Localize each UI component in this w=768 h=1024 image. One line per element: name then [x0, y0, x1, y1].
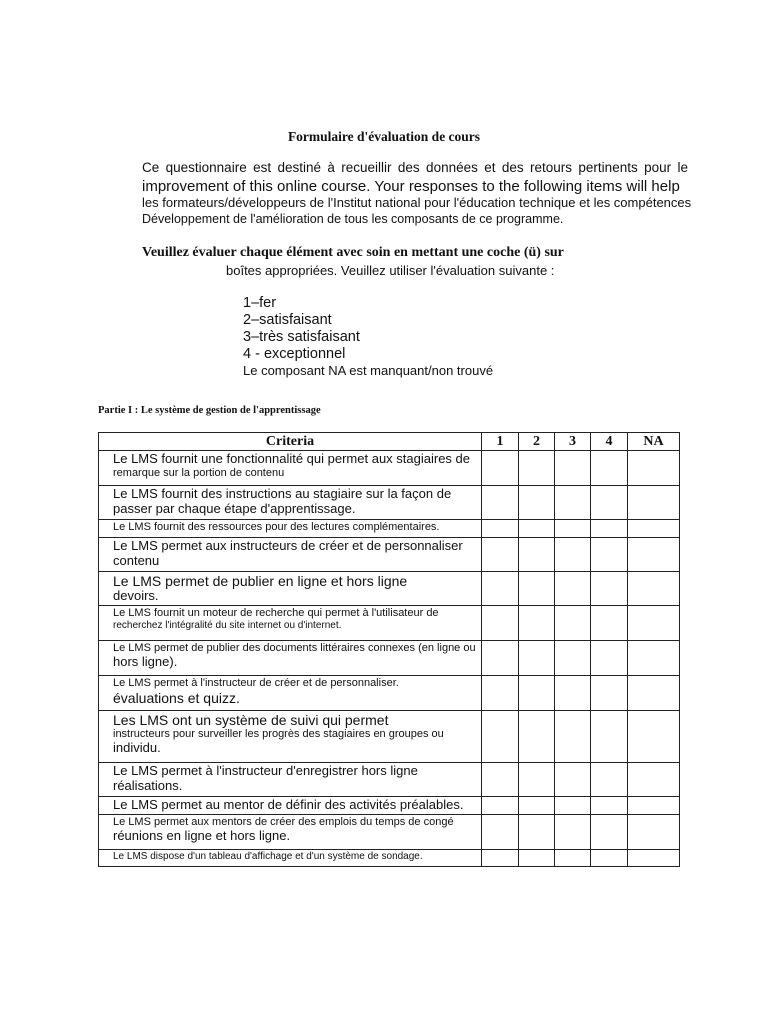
part-title: Partie I : Le système de gestion de l'apprentissage	[98, 405, 321, 416]
intro-line-1: Ce questionnaire est destiné à recueillir des données et des retours pertinents pour le	[142, 160, 688, 175]
table-row	[99, 711, 680, 763]
criterion-cell	[99, 538, 482, 572]
rating-cell-2[interactable]	[519, 606, 555, 641]
rating-cell-4[interactable]	[591, 572, 628, 606]
criterion-text: Le LMS permet au mentor de définir des activités préalables.	[113, 797, 464, 812]
rating-scale-na: Le composant NA est manquant/non trouvé	[243, 363, 494, 378]
criterion-text: Le LMS permet de publier des documents littéraires connexes (en ligne ou	[113, 642, 476, 654]
header-na: NA	[628, 433, 680, 451]
criterion-text: individu.	[113, 739, 161, 755]
criterion-cell	[99, 797, 482, 815]
rating-cell-na[interactable]	[628, 711, 680, 763]
rating-cell-1[interactable]	[482, 850, 519, 867]
rating-cell-4[interactable]	[591, 520, 628, 538]
criterion-text: Le LMS dispose d'un tableau d'affichage et d'un système de sondage.	[113, 851, 423, 862]
criterion-text: Le LMS fournit un moteur de recherche qui permet à l'utilisateur de	[113, 607, 439, 619]
rating-cell-1[interactable]	[482, 538, 519, 572]
rating-cell-3[interactable]	[555, 641, 591, 676]
header-rating-3: 3	[555, 433, 591, 451]
criterion-cell	[99, 711, 482, 763]
rating-cell-3[interactable]	[555, 538, 591, 572]
criterion-cell	[99, 520, 482, 538]
criterion-cell	[99, 676, 482, 711]
rating-cell-2[interactable]	[519, 538, 555, 572]
rating-scale-2: 2–satisfaisant	[243, 312, 332, 328]
rating-cell-2[interactable]	[519, 763, 555, 797]
rating-cell-na[interactable]	[628, 520, 680, 538]
criterion-text: instructeurs pour surveiller les progrès des stagiaires en groupes ou	[113, 728, 444, 741]
table-row	[99, 641, 680, 676]
intro-line-4: Développement de l'amélioration de tous les composants de ce programme.	[142, 212, 564, 226]
criterion-text: Le LMS permet aux mentors de créer des emplois du temps de congé	[113, 816, 454, 828]
document-title: Formulaire d'évaluation de cours	[287, 129, 481, 144]
rating-cell-1[interactable]	[482, 711, 519, 763]
rating-cell-na[interactable]	[628, 797, 680, 815]
criterion-cell	[99, 486, 482, 520]
rating-cell-3[interactable]	[555, 676, 591, 711]
rating-cell-3[interactable]	[555, 451, 591, 486]
rating-cell-3[interactable]	[555, 763, 591, 797]
criterion-cell	[99, 815, 482, 850]
rating-cell-2[interactable]	[519, 486, 555, 520]
rating-cell-na[interactable]	[628, 815, 680, 850]
rating-cell-na[interactable]	[628, 676, 680, 711]
table-row	[99, 486, 680, 520]
rating-cell-4[interactable]	[591, 641, 628, 676]
rating-cell-na[interactable]	[628, 486, 680, 520]
rating-scale-4: 4 - exceptionnel	[243, 346, 346, 362]
criterion-text: recherchez l'intégralité du site internet ou d'internet.	[113, 619, 342, 631]
criterion-cell	[99, 572, 482, 606]
table-row	[99, 451, 680, 486]
rating-cell-1[interactable]	[482, 520, 519, 538]
rating-cell-4[interactable]	[591, 850, 628, 867]
criterion-text: Le LMS permet à l'instructeur de créer et de personnaliser.	[113, 677, 399, 689]
rating-cell-1[interactable]	[482, 815, 519, 850]
table-row	[99, 520, 680, 538]
rating-cell-2[interactable]	[519, 451, 555, 486]
rating-cell-2[interactable]	[519, 850, 555, 867]
rating-cell-3[interactable]	[555, 711, 591, 763]
table-row	[99, 797, 680, 815]
rating-cell-na[interactable]	[628, 850, 680, 867]
rating-cell-2[interactable]	[519, 676, 555, 711]
criterion-text: Le LMS permet de publier en ligne et hors ligne	[113, 573, 408, 589]
table-row	[99, 763, 680, 797]
criterion-text: hors ligne).	[113, 653, 178, 669]
rating-cell-3[interactable]	[555, 850, 591, 867]
rating-cell-3[interactable]	[555, 606, 591, 641]
rating-cell-3[interactable]	[555, 520, 591, 538]
instructions-heading: Veuillez évaluer chaque élément avec soin en mettant une coche (ü) sur	[142, 245, 564, 260]
criterion-cell	[99, 763, 482, 797]
rating-cell-3[interactable]	[555, 486, 591, 520]
criterion-cell	[99, 606, 482, 641]
rating-cell-2[interactable]	[519, 797, 555, 815]
rating-cell-4[interactable]	[591, 797, 628, 815]
instructions-line-2: boîtes appropriées. Veuillez utiliser l'évaluation suivante :	[226, 263, 555, 278]
table-row	[99, 676, 680, 711]
rating-cell-2[interactable]	[519, 641, 555, 676]
rating-cell-3[interactable]	[555, 572, 591, 606]
rating-cell-4[interactable]	[591, 606, 628, 641]
criterion-text: réunions en ligne et hors ligne.	[113, 827, 291, 843]
criterion-cell	[99, 850, 482, 867]
table-row	[99, 538, 680, 572]
rating-cell-1[interactable]	[482, 763, 519, 797]
rating-cell-4[interactable]	[591, 538, 628, 572]
table-row	[99, 572, 680, 606]
rating-cell-3[interactable]	[555, 797, 591, 815]
criterion-text: réalisations.	[113, 777, 183, 793]
criterion-text: contenu	[113, 552, 160, 568]
criterion-cell	[99, 641, 482, 676]
rating-cell-4[interactable]	[591, 486, 628, 520]
criterion-text: Le LMS permet à l'instructeur d'enregistrer hors ligne	[113, 763, 418, 778]
rating-cell-3[interactable]	[555, 815, 591, 850]
criterion-text: devoirs.	[113, 588, 159, 604]
rating-cell-na[interactable]	[628, 641, 680, 676]
header-rating-1: 1	[482, 433, 519, 451]
criterion-text: Les LMS ont un système de suivi qui permet	[113, 712, 389, 728]
rating-cell-na[interactable]	[628, 538, 680, 572]
rating-scale-1: 1–fer	[243, 295, 277, 311]
evaluation-table	[98, 432, 680, 867]
criterion-text: Le LMS fournit des ressources pour des lectures complémentaires.	[113, 521, 440, 533]
rating-cell-2[interactable]	[519, 520, 555, 538]
criterion-text: Le LMS fournit des instructions au stagiaire sur la façon de	[113, 486, 452, 501]
criterion-text: Le LMS permet aux instructeurs de créer et de personnaliser	[113, 538, 463, 553]
rating-cell-4[interactable]	[591, 711, 628, 763]
rating-cell-1[interactable]	[482, 572, 519, 606]
rating-cell-1[interactable]	[482, 606, 519, 641]
intro-line-3: les formateurs/développeurs de l'Institut national pour l'éducation technique et les compétences	[142, 195, 692, 210]
table-header-row	[99, 433, 680, 451]
rating-cell-4[interactable]	[591, 451, 628, 486]
table-row	[99, 850, 680, 867]
rating-cell-2[interactable]	[519, 815, 555, 850]
header-rating-4: 4	[591, 433, 628, 451]
rating-cell-na[interactable]	[628, 606, 680, 641]
rating-cell-na[interactable]	[628, 451, 680, 486]
rating-cell-1[interactable]	[482, 451, 519, 486]
rating-cell-4[interactable]	[591, 763, 628, 797]
criterion-cell	[99, 451, 482, 486]
rating-cell-4[interactable]	[591, 676, 628, 711]
criterion-text: passer par chaque étape d'apprentissage.	[113, 500, 356, 516]
rating-cell-1[interactable]	[482, 676, 519, 711]
header-criteria: Criteria	[99, 433, 482, 451]
rating-cell-na[interactable]	[628, 572, 680, 606]
rating-cell-4[interactable]	[591, 815, 628, 850]
table-row	[99, 815, 680, 850]
intro-line-2: improvement of this online course. Your responses to the following items will help	[142, 178, 680, 195]
criterion-text: évaluations et quizz.	[113, 689, 240, 706]
rating-cell-2[interactable]	[519, 711, 555, 763]
header-rating-2: 2	[519, 433, 555, 451]
rating-cell-na[interactable]	[628, 763, 680, 797]
rating-cell-1[interactable]	[482, 486, 519, 520]
rating-cell-2[interactable]	[519, 572, 555, 606]
rating-cell-1[interactable]	[482, 797, 519, 815]
rating-scale-3: 3–très satisfaisant	[243, 329, 360, 345]
table-row	[99, 606, 680, 641]
criterion-text: remarque sur la portion de contenu	[113, 466, 285, 479]
rating-cell-1[interactable]	[482, 641, 519, 676]
criterion-text: Le LMS fournit une fonctionnalité qui permet aux stagiaires de	[113, 451, 470, 466]
